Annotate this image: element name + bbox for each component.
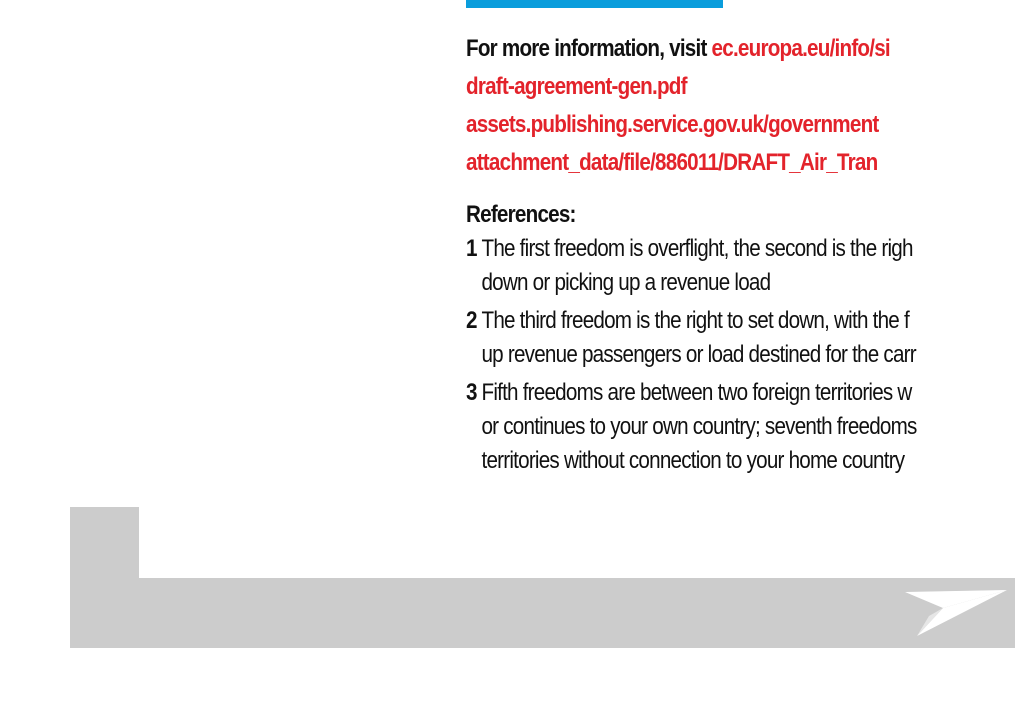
info-line-1 xyxy=(466,30,1024,68)
reference-item xyxy=(466,304,1024,372)
info-line-4 xyxy=(466,144,1024,182)
reference-text-line: The third freedom is the right to set down, with the f xyxy=(481,307,909,334)
eu-link-part1[interactable]: ec.europa.eu/info/si xyxy=(711,35,890,62)
references-heading: References: xyxy=(466,201,576,228)
reference-number: 3 xyxy=(466,379,477,406)
gov-link-part2[interactable]: attachment_data/file/886011/DRAFT_Air_Tran xyxy=(466,149,878,176)
paper-plane-icon xyxy=(905,588,1007,638)
footer-band xyxy=(70,578,1015,648)
reference-item xyxy=(466,376,1024,478)
reference-text-line: or continues to your own country; seventh freedoms xyxy=(481,413,917,440)
info-line-3 xyxy=(466,106,1024,144)
info-line-2 xyxy=(466,68,1024,106)
reference-item xyxy=(466,232,1024,300)
reference-text-line: down or picking up a revenue load xyxy=(481,269,771,296)
reference-text-line: The first freedom is overflight, the second is the righ xyxy=(481,235,913,262)
reference-text-line: territories without connection to your home country xyxy=(481,447,905,474)
reference-text-line: up revenue passengers or load destined for the carr xyxy=(481,341,916,368)
reference-text-line: Fifth freedoms are between two foreign territories w xyxy=(481,379,912,406)
document-content xyxy=(466,30,1024,482)
eu-link-part2[interactable]: draft-agreement-gen.pdf xyxy=(466,73,687,100)
reference-number: 2 xyxy=(466,307,477,334)
info-prefix: For more information, visit xyxy=(466,35,707,62)
gov-link-part1[interactable]: assets.publishing.service.gov.uk/government xyxy=(466,111,879,138)
top-accent-bar xyxy=(466,0,723,8)
reference-number: 1 xyxy=(466,235,477,262)
footer-tab xyxy=(70,507,139,579)
